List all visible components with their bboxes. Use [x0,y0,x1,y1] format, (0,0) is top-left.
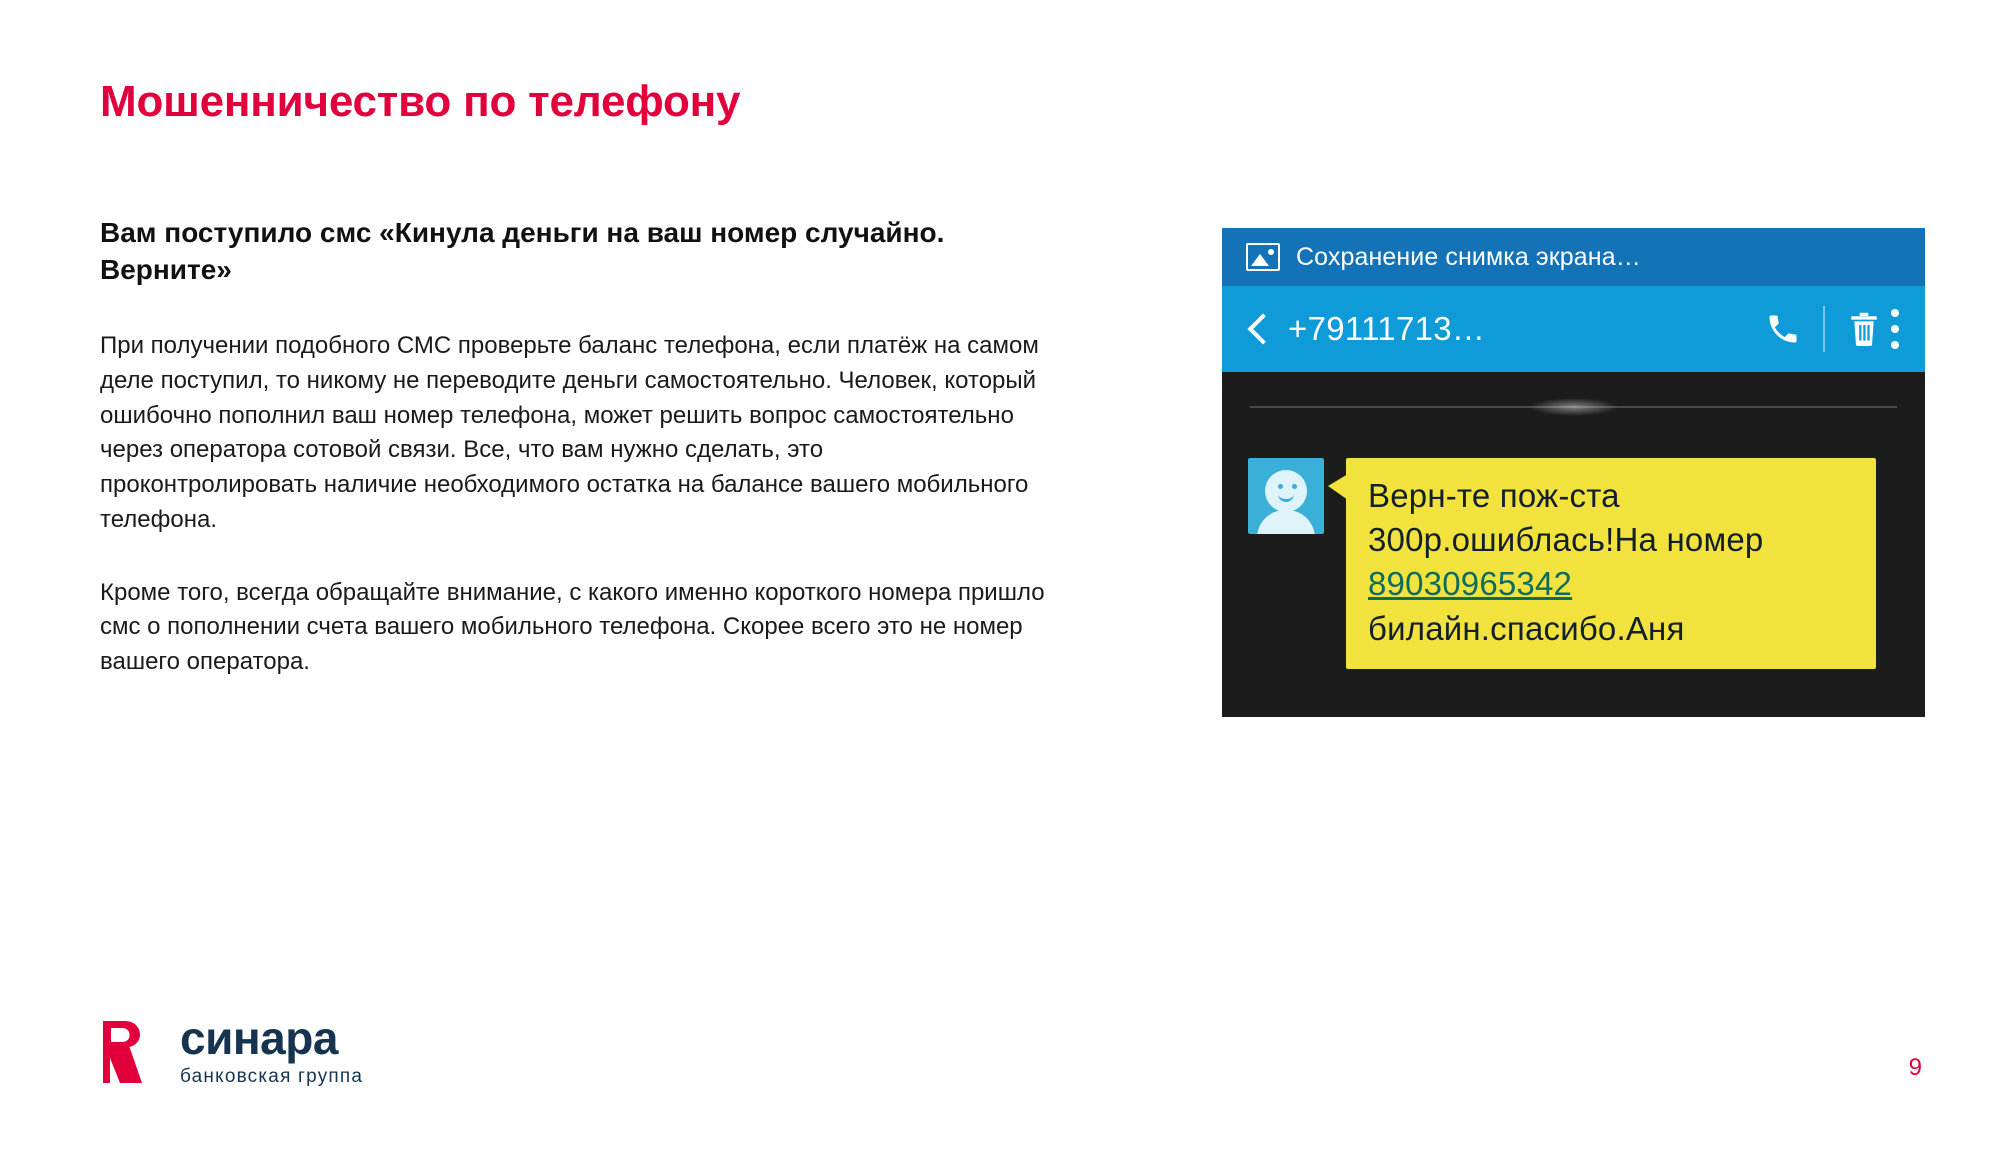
notification-bar [1222,228,1925,286]
divider-glow [1529,398,1619,416]
action-bar-divider [1823,306,1825,352]
phone-screenshot-image [1222,228,1925,717]
phone-number-link[interactable]: 89030965342 [1368,565,1573,603]
body-paragraph-1: При получении подобного СМС проверьте баланс телефона, если платёж на самом деле поступил, то никому не переводите деньги самостоятельно. Человек, который ошибочно пополнил ваш номер телефона, может решить вопрос самостоятельно через оператора сотовой связи. Все, что вам нужно сделать, это проконтролировать наличие необходимого остатка на балансе вашего мобильного телефона. [100,331,1039,533]
page-number: 9 [1908,1054,1922,1081]
logo-wordmark [180,1012,364,1088]
trash-icon[interactable] [1847,310,1881,348]
lead-paragraph: Вам поступило смс «Кинула деньги на ваш номер случайно. Верните» [100,217,945,285]
company-logo [100,1012,364,1088]
sinara-logo-icon [100,1019,162,1085]
message-bubble [1346,458,1876,669]
message-text-part-2: билайн.спасибо.Аня [1368,609,1685,647]
page-title: Мошенничество по телефону [100,77,741,127]
logo-subtitle: банковская группа [180,1066,364,1087]
message-text-part-1: Верн-те пож-ста 300р.ошиблась!На номер [1368,477,1764,559]
logo-name: синара [180,1012,338,1064]
overflow-menu-icon[interactable] [1889,309,1901,349]
image-icon [1246,243,1280,271]
message-row [1248,458,1899,669]
notification-text: Сохранение снимка экрана… [1296,242,1641,271]
body-paragraph-2: Кроме того, всегда обращайте внимание, с какого именно короткого номера пришло смс о пополнении счета вашего мобильного телефона. Скорее всего это не номер вашего оператора. [100,578,1045,676]
conversation-area [1222,372,1925,717]
avatar [1248,458,1324,534]
sms-action-bar [1222,286,1925,372]
back-chevron-icon[interactable] [1244,315,1272,343]
message-text [1368,474,1854,651]
contact-number: +79111713… [1288,310,1486,347]
content-column [100,215,1060,680]
call-icon[interactable] [1765,311,1801,347]
